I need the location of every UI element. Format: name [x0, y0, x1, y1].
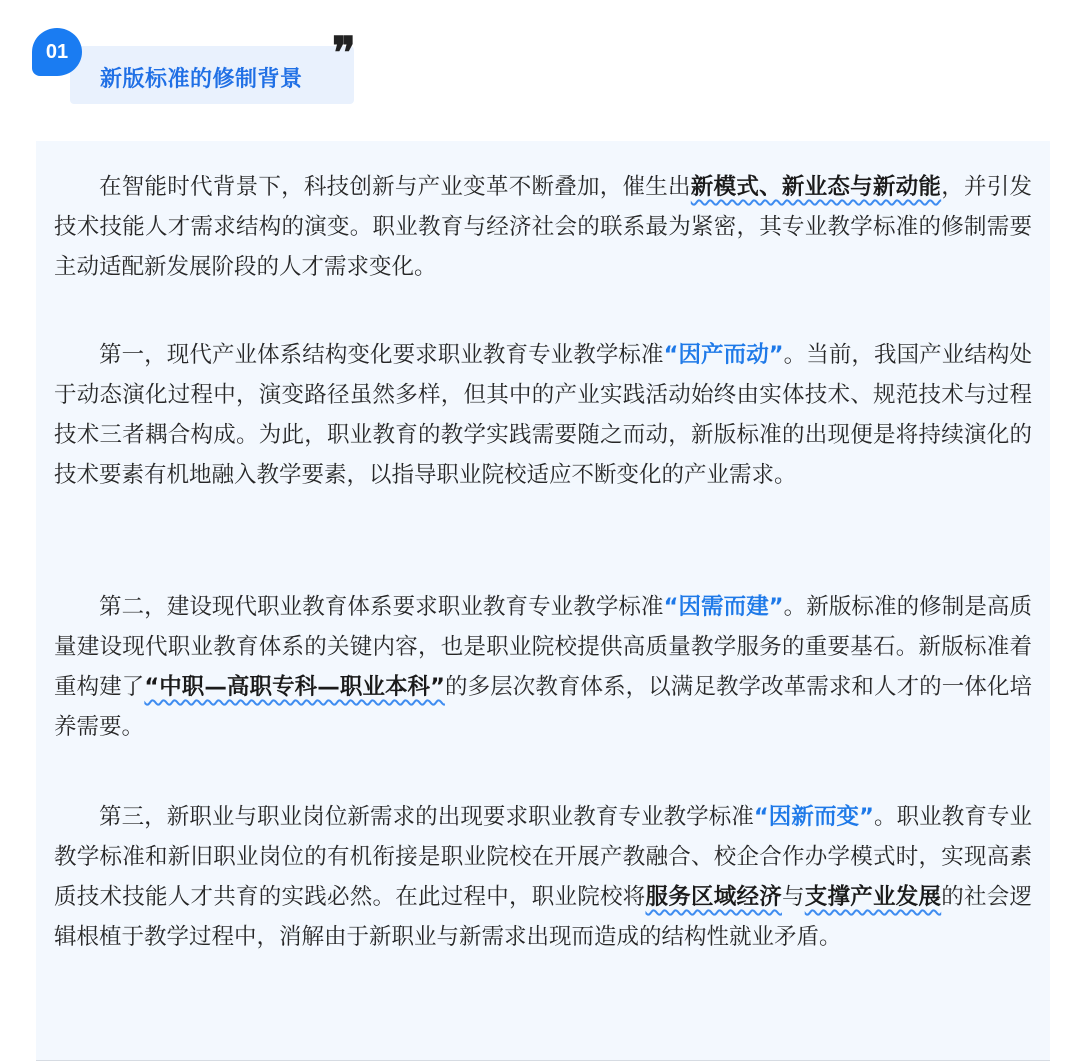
paragraph-text: 的多层次教育体系，以满足教学改革需求和人才的一体化培养需要。: [54, 674, 1032, 740]
paragraph-text: ，并引发技术技能人才需求结构的演变。职业教育与经济社会的联系最为紧密，其专业教学标准的修制需要主动适配新发展阶段的人才需求变化。: [54, 174, 1032, 280]
highlight-text: “因新而变”: [753, 804, 874, 830]
emphasis-text: “中职—高职专科—职业本科”: [144, 674, 445, 700]
highlight-text: “因产而动”: [663, 342, 784, 368]
paragraph-text: 与: [781, 884, 805, 910]
paragraph-intro: [54, 167, 1032, 287]
quote-mark-icon: ❞: [332, 28, 352, 79]
paragraph-first: [54, 335, 1032, 495]
paragraph-text: 。职业教育专业教学标准和新旧职业岗位的有机衔接是职业院校在开展产教融合、校企合作办学模式时，实现高素质技术技能人才共育的实践必然。在此过程中，职业院校将: [54, 804, 1032, 910]
section-title: 新版标准的修制背景: [100, 67, 303, 92]
section-number-badge: 01: [32, 28, 82, 76]
section-header: [32, 28, 372, 108]
paragraph-text: 。当前，我国产业结构处于动态演化过程中，演变路径虽然多样，但其中的产业实践活动始终由实体技术、规范技术与过程技术三者耦合构成。为此，职业教育的教学实践需要随之而动，新版标准的出现便是将持续演化的技术要素有机地融入教学要素，以指导职业院校适应不断变化的产业需求。: [54, 342, 1032, 488]
paragraph-text: 第二，建设现代职业教育体系要求职业教育专业教学标准: [99, 594, 664, 620]
emphasis-text: 支撑产业发展: [804, 884, 942, 910]
paragraph-text: 。新版标准的修制是高质量建设现代职业教育体系的关键内容，也是职业院校提供高质量教学服务的重要基石。新版标准着重构建了: [54, 594, 1032, 700]
paragraph-text: 第三，新职业与职业岗位新需求的出现要求职业教育专业教学标准: [99, 804, 754, 830]
highlight-text: “因需而建”: [663, 594, 784, 620]
paragraph-third: [54, 797, 1032, 957]
paragraph-text: 在智能时代背景下，科技创新与产业变革不断叠加，催生出: [99, 174, 691, 200]
paragraph-text: 第一，现代产业体系结构变化要求职业教育专业教学标准: [99, 342, 664, 368]
emphasis-text: 服务区域经济: [645, 884, 782, 910]
paragraph-text: 的社会逻辑根植于教学过程中，消解由于新职业与新需求出现而造成的结构性就业矛盾。: [54, 884, 1032, 950]
content-panel: [36, 141, 1050, 1061]
emphasis-text: 新模式、新业态与新动能: [690, 174, 942, 200]
paragraph-second: [54, 587, 1032, 747]
